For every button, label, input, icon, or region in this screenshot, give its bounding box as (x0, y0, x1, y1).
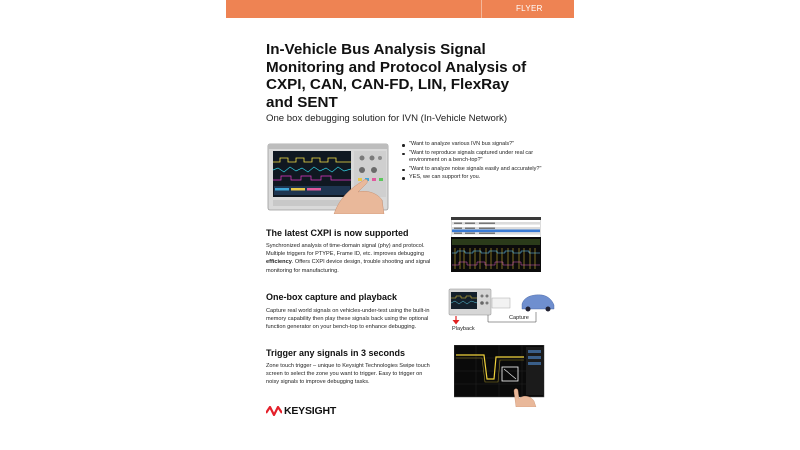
benefit-item: YES, we can support for you. (401, 174, 561, 182)
document-title: In-Vehicle Bus Analysis Signal Monitoring and Protocol Analysis of CXPI, CAN, CAN-FD, LIN, FlexRay and SENT (266, 41, 527, 111)
oscilloscope-photo (266, 140, 396, 214)
benefit-item: "Want to analyze various IVN bus signals?" (401, 141, 561, 149)
cxpi-body-text: Synchronized analysis of time-domain signal (phy) and protocol. Multiple triggers for PTYPE, Frame ID, etc. improves debugging (266, 243, 425, 258)
section-heading-capture: One-box capture and playback (266, 292, 398, 302)
flyer-banner (226, 0, 574, 18)
keysight-wave-icon (266, 406, 282, 416)
keysight-logo (266, 404, 336, 418)
section-body-capture: Capture real world signals on vehicles-under-test using the built-in memory capability then play these signals back using the optional function generator on your bench-top to enhance debugging. (266, 308, 430, 331)
capture-label: Capture (509, 315, 529, 321)
section-body-cxpi (266, 242, 436, 275)
zone-trigger-screenshot (454, 345, 546, 407)
cxpi-body-text-end: . Offers CXPI device design, trouble shooting and signal monitoring for manufacturing. (266, 259, 431, 274)
section-body-trigger: Zone touch trigger – unique to Keysight Technologies Swipe touch screen to select the zone you want to trigger. Easy to trigger on noisy signals to improve debugging tasks. (266, 363, 430, 386)
protocol-decode-screenshot (451, 217, 541, 272)
benefit-item: "Want to reproduce signals captured under real car environment on a bench-top?" (401, 150, 561, 165)
flyer-label: FLYER (516, 4, 543, 13)
benefit-list (401, 141, 561, 183)
document-subtitle: One box debugging solution for IVN (In-Vehicle Network) (266, 113, 508, 124)
section-heading-cxpi: The latest CXPI is now supported (266, 228, 409, 238)
keysight-wordmark: KEYSIGHT (284, 405, 337, 417)
benefit-item: "Want to analyze noise signals easily and accurately?" (401, 166, 561, 174)
section-heading-trigger: Trigger any signals in 3 seconds (266, 348, 406, 358)
banner-divider (481, 0, 482, 18)
cxpi-body-emphasis: efficiency (266, 259, 292, 266)
flyer-page (226, 0, 574, 450)
playback-label: Playback (452, 326, 475, 332)
